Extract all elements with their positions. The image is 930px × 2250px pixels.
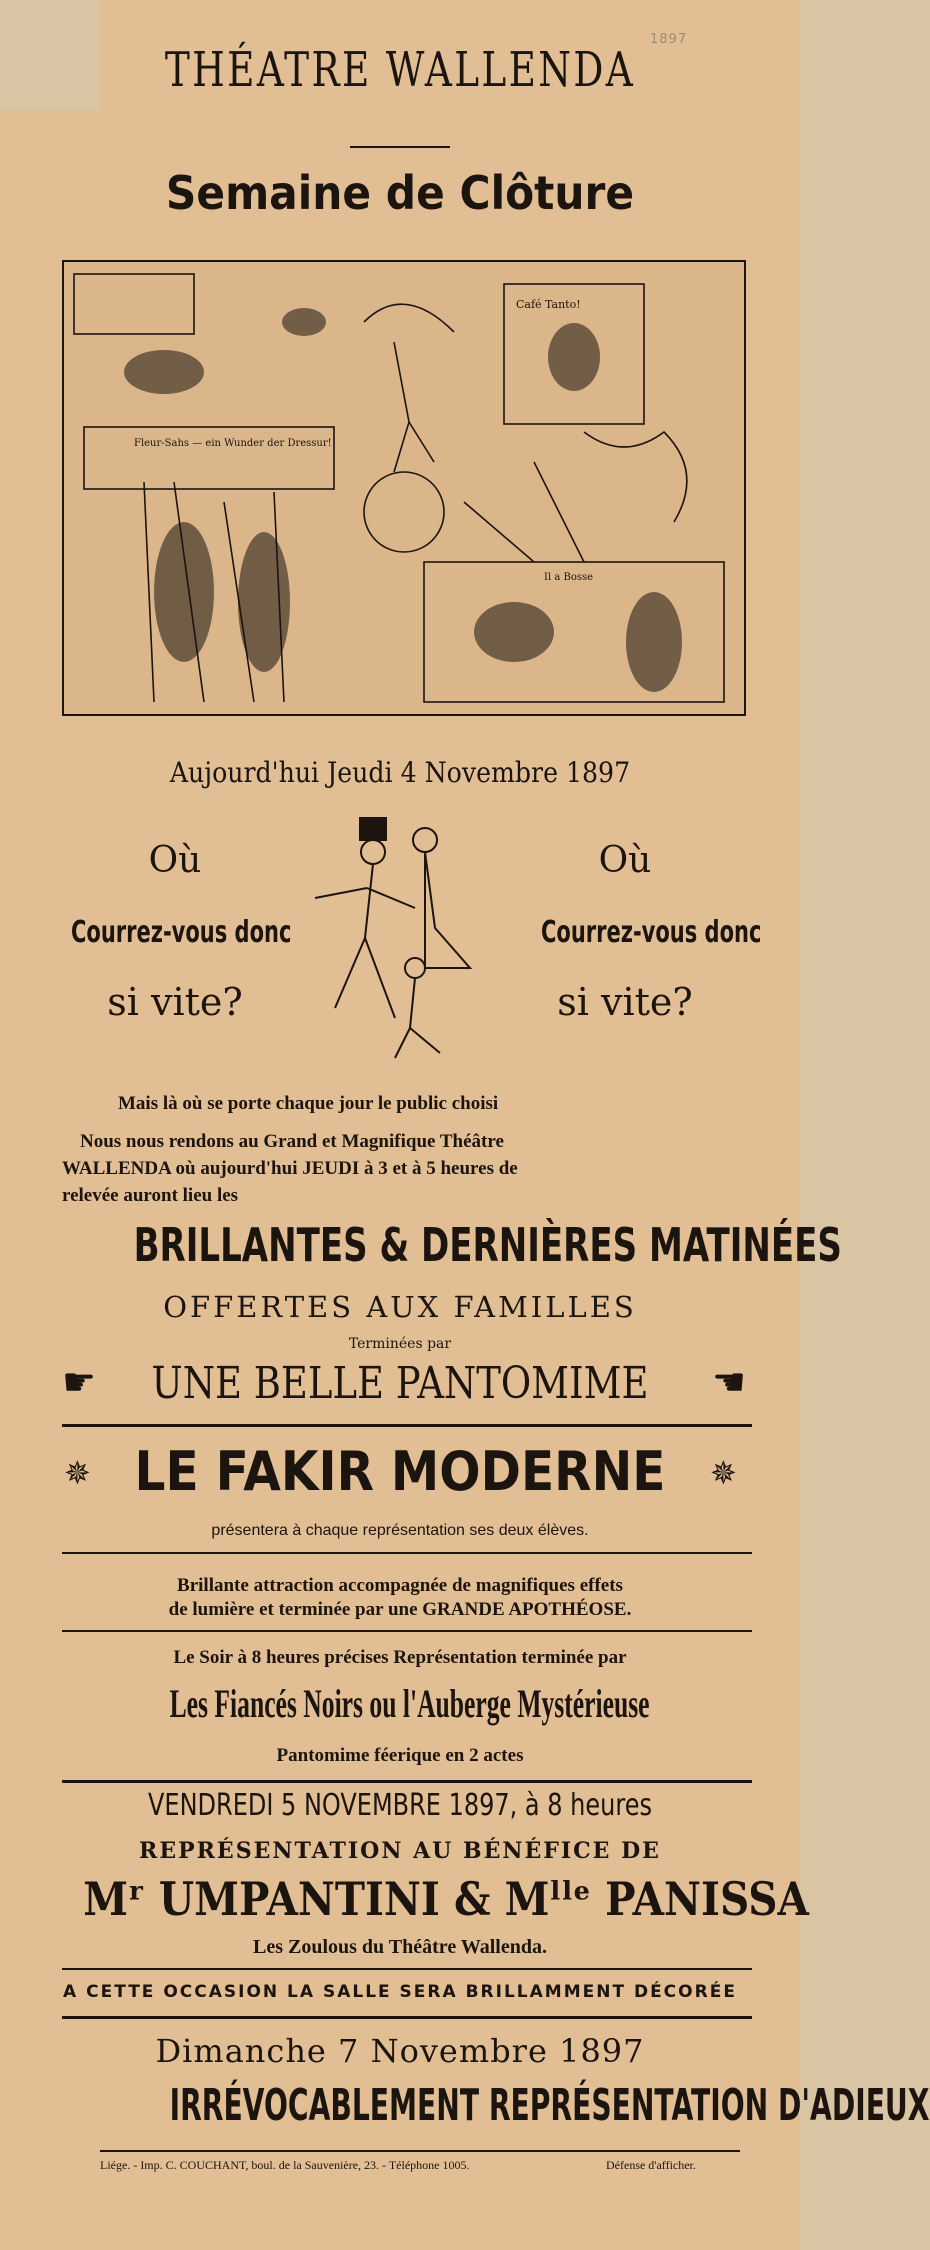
benefit-occasion: A CETTE OCCASION LA SALLE SERA BRILLAMMENT DÉCORÉE [63, 1982, 737, 2002]
week-title: Semaine de Clôture [165, 166, 635, 220]
fakir-line: présentera à chaque représentation ses deux élèves. [211, 1522, 589, 1539]
running-people-illustration [305, 818, 500, 1063]
caption-cafe: Café Tanto! [516, 298, 581, 311]
attraction-line-1: Brillante attraction accompagnée de magnifiques effets [177, 1575, 623, 1596]
intro-line-3: WALLENDA où aujourd'hui JEUDI à 3 et à 5 heures de [62, 1158, 518, 1179]
caption-fleur: Fleur-Sahs — ein Wunder der Dressur! [134, 438, 332, 449]
benefit-names: Mʳ UMPANTINI & Mˡˡᵉ PANISSA [83, 1872, 809, 1926]
star-right-icon: ✵ [710, 1454, 737, 1492]
question-ou-left: Où [148, 840, 202, 881]
fakir-title: LE FAKIR MODERNE [134, 1440, 666, 1503]
printer-footer: Liége. - Imp. C. COUCHANT, boul. de la Sauvenière, 23. - Téléphone 1005. [100, 2158, 470, 2172]
divider-farewell-top [62, 2016, 752, 2019]
farewell-date: Dimanche 7 Novembre 1897 [155, 2032, 645, 2070]
benefit-label: REPRÉSENTATION AU BÉNÉFICE DE [139, 1838, 661, 1864]
posting-notice: Défense d'afficher. [606, 2158, 696, 2172]
divider-occasion-top [62, 1968, 752, 1970]
question-vite-right: si vite? [557, 980, 693, 1024]
star-left-icon: ✵ [64, 1454, 91, 1492]
benefit-date: VENDREDI 5 NOVEMBRE 1897, à 8 heures [148, 1788, 652, 1823]
date-line: Aujourd'hui Jeudi 4 Novembre 1897 [169, 756, 631, 789]
engraving-illustration [62, 260, 746, 716]
question-ou-right: Où [598, 840, 652, 881]
matinees-offered: OFFERTES AUX FAMILLES [163, 1290, 637, 1324]
hand-pointer-right-icon: ☛ [62, 1360, 97, 1404]
evening-subtitle: Pantomime féerique en 2 actes [276, 1745, 524, 1766]
matinees-ended-by: Terminées par [348, 1336, 452, 1352]
question-courrez-left: Courrez-vous donc [71, 915, 292, 950]
attraction-line-2: de lumière et terminée par une GRANDE APOTHÉOSE. [168, 1599, 632, 1620]
archive-stamp: 1897 [650, 32, 688, 47]
farewell-title: IRRÉVOCABLEMENT REPRÉSENTATION D'ADIEUX [169, 2080, 930, 2131]
intro-line-1: Mais là où se porte chaque jour le public choisi [118, 1093, 499, 1114]
theatre-title: THÉATRE WALLENDA [164, 42, 636, 98]
divider-fakir-top [62, 1424, 752, 1427]
matinees-title: BRILLANTES & DERNIÈRES MATINÉES [133, 1218, 842, 1272]
intro-line-2: Nous nous rendons au Grand et Magnifique Théâtre [80, 1131, 504, 1152]
evening-title: Les Fiancés Noirs ou l'Auberge Mystérieuse [169, 1681, 650, 1726]
torn-corner [0, 0, 100, 110]
benefit-zoulous: Les Zoulous du Théâtre Wallenda. [253, 1936, 547, 1958]
divider-benefit-top [62, 1780, 752, 1783]
divider-evening-top [62, 1630, 752, 1632]
evening-line: Le Soir à 8 heures précises Représentation terminée par [173, 1647, 627, 1668]
caption-ilot: Il a Bosse [544, 572, 594, 583]
divider-attraction-top [62, 1552, 752, 1554]
pantomime-title: UNE BELLE PANTOMIME [151, 1358, 649, 1409]
question-courrez-right: Courrez-vous donc [541, 915, 762, 950]
intro-line-4: relevée auront lieu les [62, 1185, 239, 1206]
hand-pointer-left-icon: ☚ [712, 1360, 747, 1404]
engraving-svg [64, 262, 744, 714]
question-vite-left: si vite? [107, 980, 243, 1024]
divider-footer [100, 2150, 740, 2152]
title-divider [350, 146, 450, 148]
